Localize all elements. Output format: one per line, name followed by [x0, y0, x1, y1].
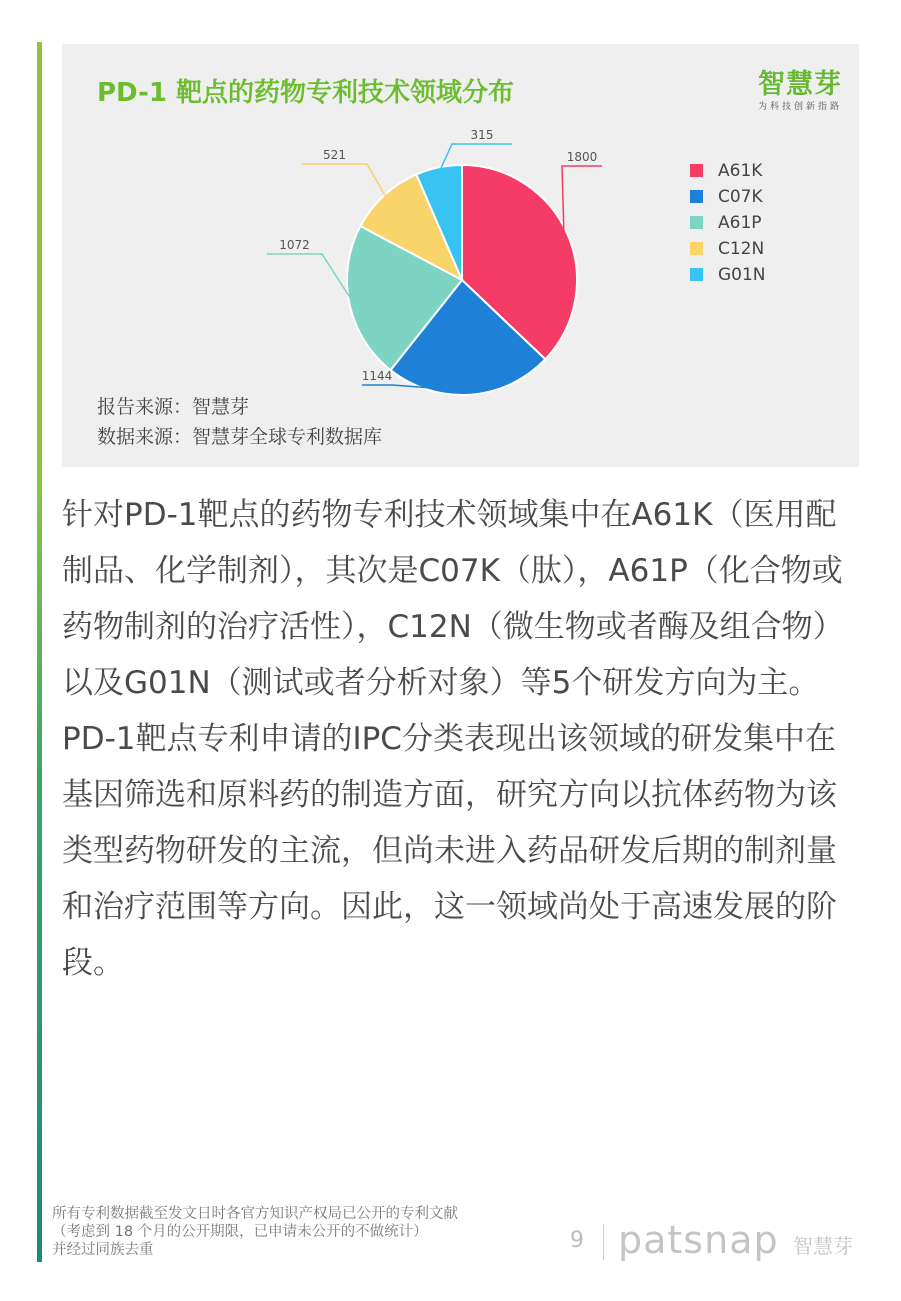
- paragraph-2: PD-1靶点专利申请的IPC分类表现出该领域的研发集中在基因筛选和原料药的制造方面，研究方向以抗体药物为该类型药物研发的主流，但尚未进入药品研发后期的制剂量和治疗范围等方向。因此，这一领域尚处于高速发展的阶段。: [62, 721, 837, 981]
- patsnap-logo: patsnap: [618, 1218, 779, 1262]
- data-label-c07k: 1144: [361, 369, 393, 383]
- report-source: 报告来源：智慧芽: [97, 396, 250, 418]
- brand-tagline: 为科技创新指路: [757, 102, 842, 112]
- data-label-c12n: 521: [323, 148, 346, 162]
- legend-label-c07k: C07K: [718, 187, 763, 207]
- paragraph-1: 针对PD-1靶点的药物专利技术领域集中在A61K（医用配制品、化学制剂），其次是C07K（肽），A61P（化合物或药物制剂的治疗活性），C12N（微生物或者酶及组合物）以及G01N（测试或者分析对象）等5个研发方向为主。: [62, 497, 844, 701]
- data-label-g01n: 315: [470, 128, 494, 142]
- legend-swatch-a61k: [690, 164, 703, 177]
- footnote-line-2: （考虑到 18 个月的公开期限，已申请未公开的不做统计）: [52, 1224, 428, 1240]
- brand-name: 智慧芽: [758, 69, 842, 100]
- side-accent-bar: [37, 42, 42, 1262]
- leader-line-a61k: [562, 166, 602, 236]
- page-number-divider: [603, 1224, 604, 1260]
- legend-label-c12n: C12N: [718, 239, 765, 259]
- footnote-line-3: 并经过同族去重: [52, 1242, 154, 1258]
- legend-swatch-c07k: [690, 190, 703, 203]
- legend-label-a61k: A61K: [718, 161, 763, 181]
- leader-line-c12n: [302, 164, 387, 198]
- data-label-a61p: 1072: [279, 238, 310, 252]
- footnote-line-1: 所有专利数据截至发文日时各官方知识产权局已公开的专利文献: [52, 1206, 458, 1222]
- chart-title: PD-1 靶点的药物专利技术领域分布: [97, 78, 515, 108]
- data-source: 数据来源：智慧芽全球专利数据库: [97, 426, 383, 448]
- body-text: [62, 487, 862, 991]
- legend-swatch-c12n: [690, 242, 703, 255]
- legend-label-g01n: G01N: [718, 265, 766, 285]
- chart-card: [62, 44, 859, 467]
- legend-swatch-g01n: [690, 268, 703, 281]
- legend-swatch-a61p: [690, 216, 703, 229]
- data-label-a61k: 1800: [566, 150, 598, 164]
- footnote: [52, 1205, 552, 1259]
- page-number: 9: [570, 1228, 584, 1253]
- legend-label-a61p: A61P: [718, 213, 762, 233]
- leader-line-a61p: [267, 254, 353, 303]
- footer-brand-name: 智慧芽: [793, 1234, 853, 1258]
